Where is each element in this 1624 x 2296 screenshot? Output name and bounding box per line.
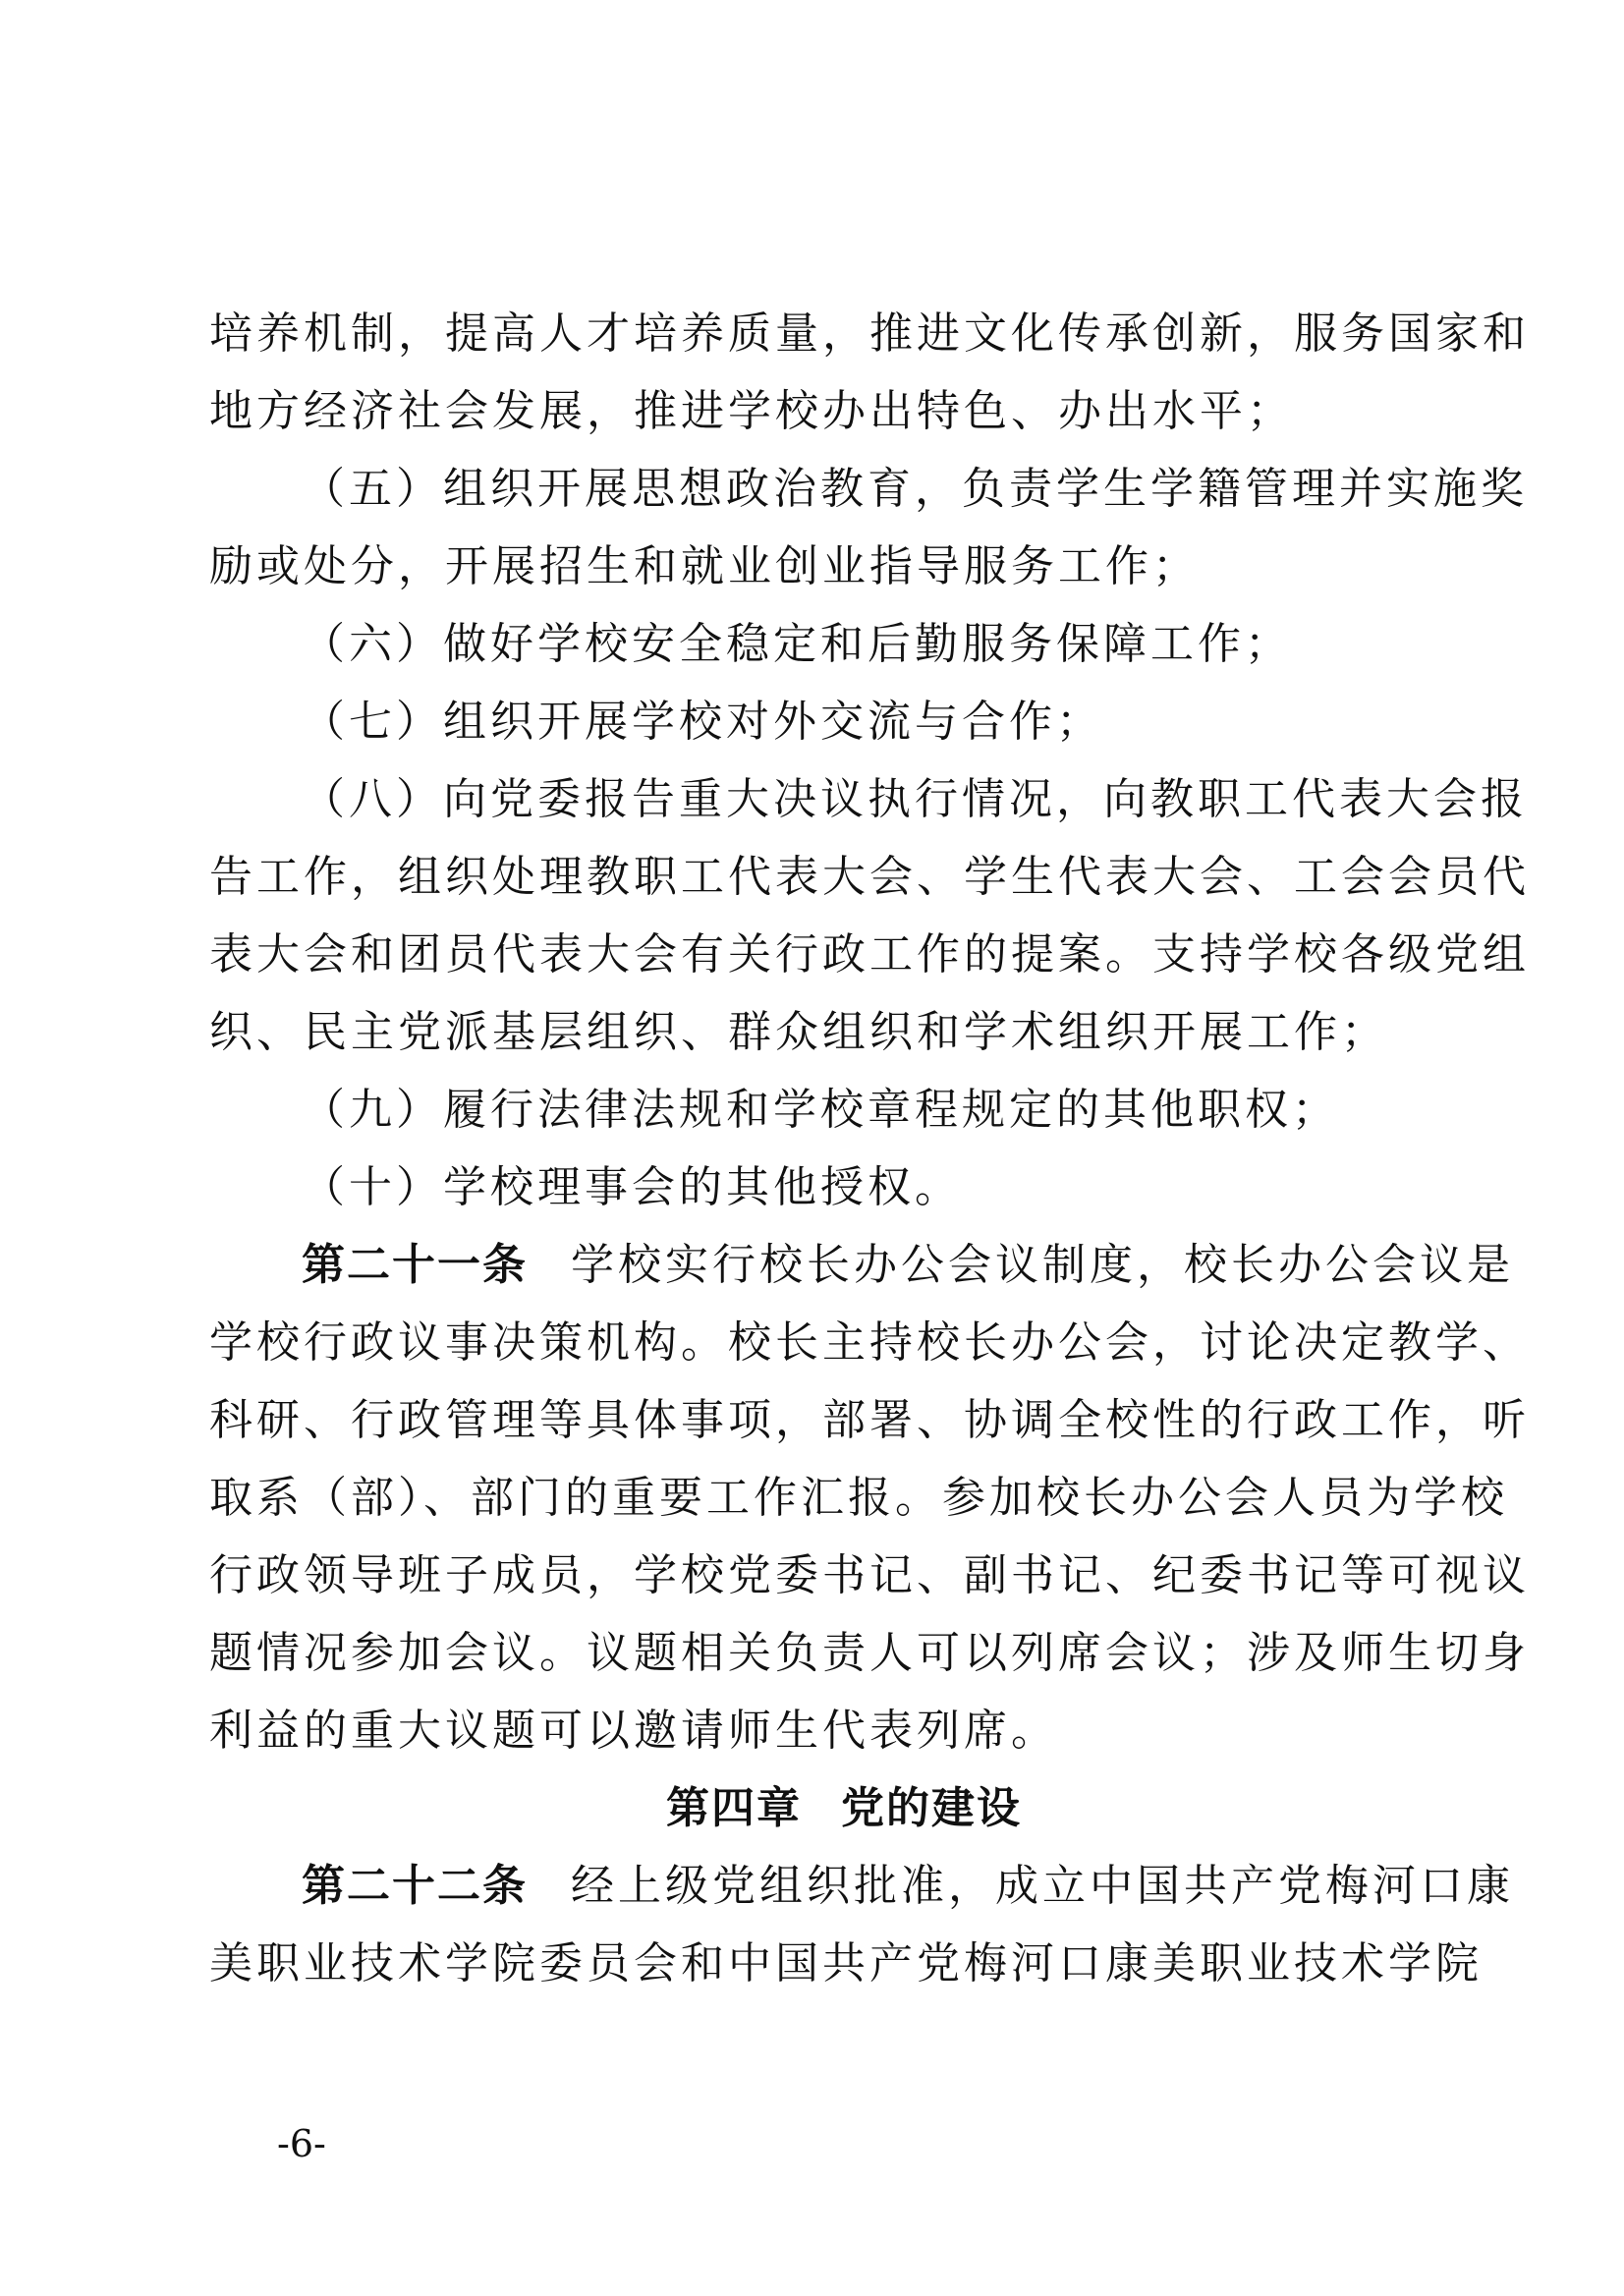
chapter-title: 党的建设: [841, 1783, 1022, 1833]
article-22-first-line: [209, 1847, 1514, 1925]
chapter-heading: [209, 1769, 1420, 1847]
text-line: 励或处分，开展招生和就业创业指导服务工作；: [209, 541, 1200, 591]
text-line: 利益的重大议题可以邀请师生代表列席。: [209, 1706, 1058, 1756]
document-body: [209, 295, 1530, 2002]
chapter-number: 第四章: [666, 1783, 802, 1833]
list-item-5: （五）组织开展思想政治教育，负责学生学籍管理并实施奖: [302, 464, 1528, 514]
article-22-text: 经上级党组织批准，成立中国共产党梅河口康: [571, 1861, 1514, 1911]
article-21-first-line: [209, 1226, 1514, 1304]
page-number: -6-: [277, 2122, 326, 2165]
text-line: 美职业技术学院委员会和中国共产党梅河口康美职业技术学院: [209, 1938, 1483, 1988]
text-line: 科研、行政管理等具体事项，部署、协调全校性的行政工作，听: [209, 1395, 1530, 1445]
text-line: 取系（部）、部门的重要工作汇报。参加校长办公会人员为学校: [209, 1473, 1508, 1523]
article-21-heading: 第二十一条: [302, 1240, 528, 1290]
list-item-6: （六）做好学校安全稳定和后勤服务保障工作；: [302, 619, 1292, 669]
article-22-heading: 第二十二条: [302, 1861, 528, 1911]
article-21-text: 学校实行校长办公会议制度，校长办公会议是: [571, 1240, 1514, 1290]
text-line: 地方经济社会发展，推进学校办出特色、办出水平；: [209, 386, 1294, 436]
text-line: 学校行政议事决策机构。校长主持校长办公会，讨论决定教学、: [209, 1317, 1530, 1368]
text-line: 表大会和团员代表大会有关行政工作的提案。支持学校各级党组: [209, 929, 1530, 980]
text-line: 行政领导班子成员，学校党委书记、副书记、纪委书记等可视议: [209, 1550, 1530, 1600]
text-line: 织、民主党派基层组织、群众组织和学术组织开展工作；: [209, 1007, 1388, 1057]
text-line: 告工作，组织处理教职工代表大会、学生代表大会、工会会员代: [209, 852, 1530, 902]
list-item-7: （七）组织开展学校对外交流与合作；: [302, 697, 1103, 747]
text-line: 题情况参加会议。议题相关负责人可以列席会议；涉及师生切身: [209, 1628, 1530, 1678]
list-item-10: （十）学校理事会的其他授权。: [302, 1162, 962, 1212]
list-item-9: （九）履行法律法规和学校章程规定的其他职权；: [302, 1085, 1339, 1135]
text-line: 培养机制，提高人才培养质量，推进文化传承创新，服务国家和: [209, 308, 1530, 359]
list-item-8: （八）向党委报告重大决议执行情况，向教职工代表大会报: [302, 774, 1528, 824]
